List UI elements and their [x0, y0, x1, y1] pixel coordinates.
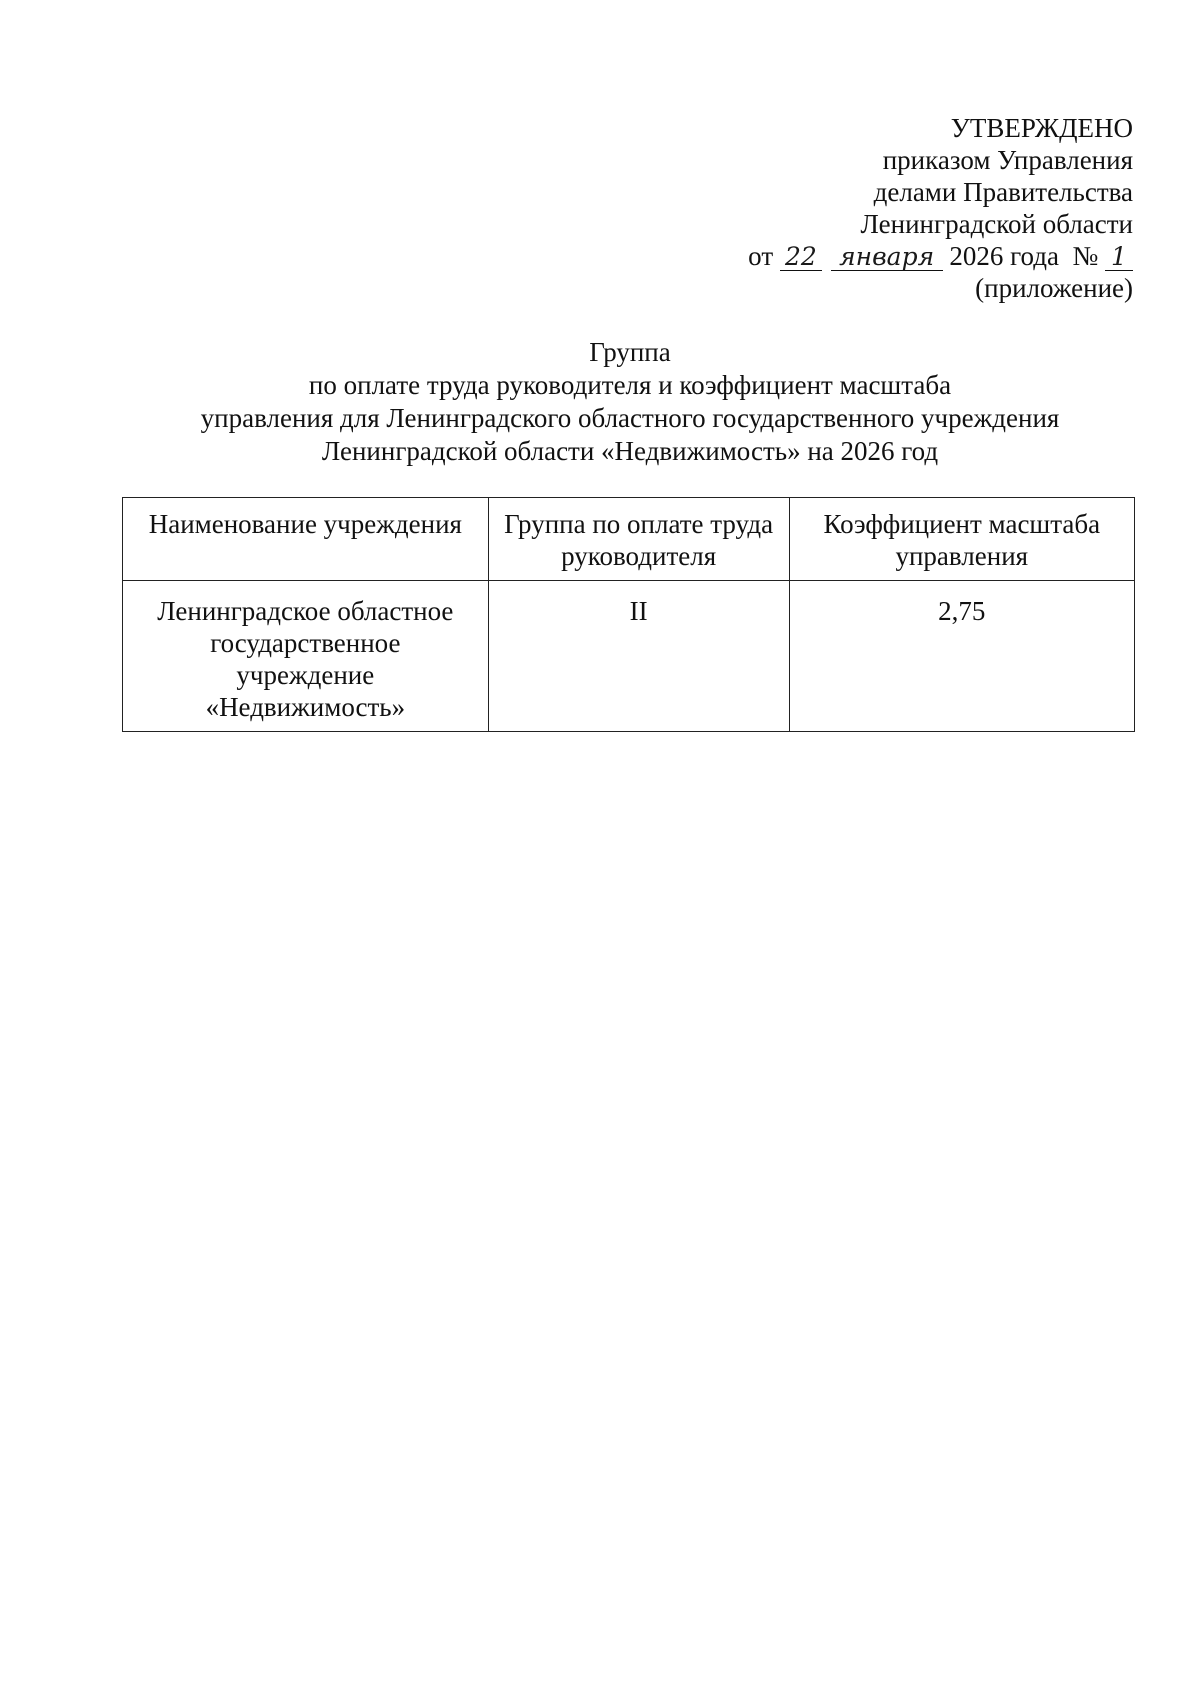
- number-sign: №: [1072, 241, 1099, 271]
- approval-line-1: приказом Управления: [882, 145, 1133, 175]
- header-institution-name: Наименование учреждения: [123, 498, 489, 581]
- approval-note: (приложение): [975, 273, 1133, 303]
- date-year: 2026 года: [949, 241, 1059, 271]
- cell-institution-name: [123, 581, 489, 732]
- institution-name-line: государственное: [210, 628, 401, 658]
- approval-date-line: [748, 240, 1133, 272]
- title-line-4: Ленинградской области «Недвижимость» на 2026 год: [321, 436, 939, 466]
- approval-line-2: делами Правительства: [873, 177, 1133, 207]
- header-scale-coefficient: Коэффициент масштаба управления: [789, 498, 1134, 581]
- handwritten-day: 22: [780, 244, 822, 271]
- institution-name-line: учреждение: [236, 660, 375, 690]
- data-table: [122, 497, 1135, 732]
- title-line-3: управления для Ленинградского областного государственного учреждения: [200, 403, 1060, 433]
- approval-heading: УТВЕРЖДЕНО: [950, 113, 1133, 143]
- institution-name-line: «Недвижимость»: [205, 692, 406, 722]
- table-header-row: [123, 498, 1135, 581]
- approval-line-3: Ленинградской области: [860, 209, 1133, 239]
- cell-scale-coefficient: 2,75: [789, 581, 1134, 732]
- table-row: [123, 581, 1135, 732]
- document-title: [0, 336, 1200, 468]
- cell-pay-group: II: [488, 581, 789, 732]
- title-line-2: по оплате труда руководителя и коэффициент масштаба: [308, 370, 952, 400]
- institution-name-line: Ленинградское областное: [157, 596, 454, 626]
- handwritten-month: января: [831, 244, 943, 271]
- handwritten-number: 1: [1105, 244, 1133, 271]
- date-prefix: от: [748, 241, 774, 271]
- title-line-1: Группа: [589, 337, 671, 367]
- header-pay-group: Группа по оплате труда руководителя: [488, 498, 789, 581]
- approval-block: [748, 112, 1133, 304]
